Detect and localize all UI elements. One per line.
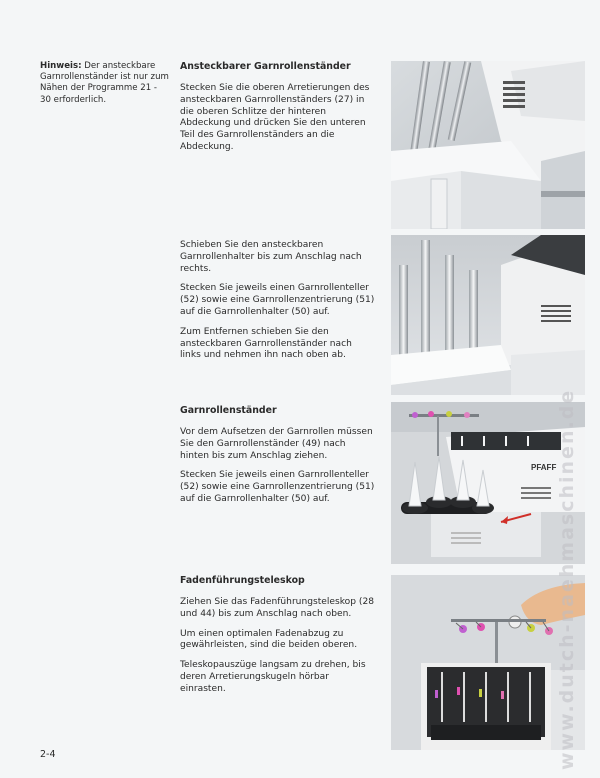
- section-paragraph: Stecken Sie jeweils einen Garnrollenteller (52) sowie eine Garnrollenzentrierung (51) auf die Garnrollenhalter (50) auf.: [180, 283, 375, 317]
- section-clip-on-spool-holder: [180, 61, 375, 162]
- page-number: 2-4: [40, 749, 56, 760]
- photo-spool-holder-slide: [391, 235, 585, 395]
- section-title: Garnrollenständer: [180, 405, 277, 416]
- section-paragraph: Teleskopauszüge langsam zu drehen, bis deren Arretierungskugeln hörbar einrasten.: [180, 660, 366, 694]
- watermark: www.dutch-naehmaschinen.de: [556, 388, 578, 770]
- pfaff-label: PFAFF: [531, 463, 557, 472]
- note: [40, 61, 170, 106]
- note-label: Hinweis:: [40, 61, 82, 71]
- section-title: Ansteckbarer Garnrollenständer: [180, 61, 351, 72]
- note-text: Der ansteckbare Garnrollenständer ist nur zum Nähen der Programme 21 - 30 erforderlich.: [40, 61, 169, 105]
- photo-thread-guide-telescope: [391, 575, 585, 750]
- section-paragraph: Ziehen Sie das Fadenführungsteleskop (28 und 44) bis zum Anschlag nach oben.: [180, 597, 375, 619]
- photo-spool-stand: [391, 402, 585, 564]
- section-paragraph: Stecken Sie die oberen Arretierungen des ansteckbaren Garnrollenständers (27) in die oberen Schlitze der hinteren Abdeckung und drücken Sie den unteren Teil des Garnrollenständers an die Abdeckung.: [180, 83, 370, 152]
- section-paragraph: Um einen optimalen Fadenabzug zu gewährleisten, sind die beiden oberen.: [180, 628, 358, 651]
- section-paragraph: Vor dem Aufsetzen der Garnrollen müssen Sie den Garnrollenständer (49) nach hinten bis zum Anschlag ziehen.: [180, 427, 373, 461]
- section-spool-holder-slide: [180, 240, 375, 370]
- section-paragraph: Stecken Sie jeweils einen Garnrollenteller (52) sowie eine Garnrollenzentrierung (51) auf die Garnrollenhalter (50) auf.: [180, 470, 375, 504]
- section-title: Fadenführungsteleskop: [180, 575, 305, 586]
- section-paragraph: Zum Entfernen schieben Sie den ansteckbaren Garnrollenständer nach links und nehmen ihn nach oben ab.: [180, 326, 352, 361]
- section-spool-stand: [180, 405, 375, 514]
- section-paragraph: Schieben Sie den ansteckbaren Garnrollenhalter bis zum Anschlag nach rechts.: [180, 240, 362, 274]
- section-thread-guide-telescope: [180, 575, 375, 704]
- photo-clip-on-spool-holder: [391, 61, 585, 229]
